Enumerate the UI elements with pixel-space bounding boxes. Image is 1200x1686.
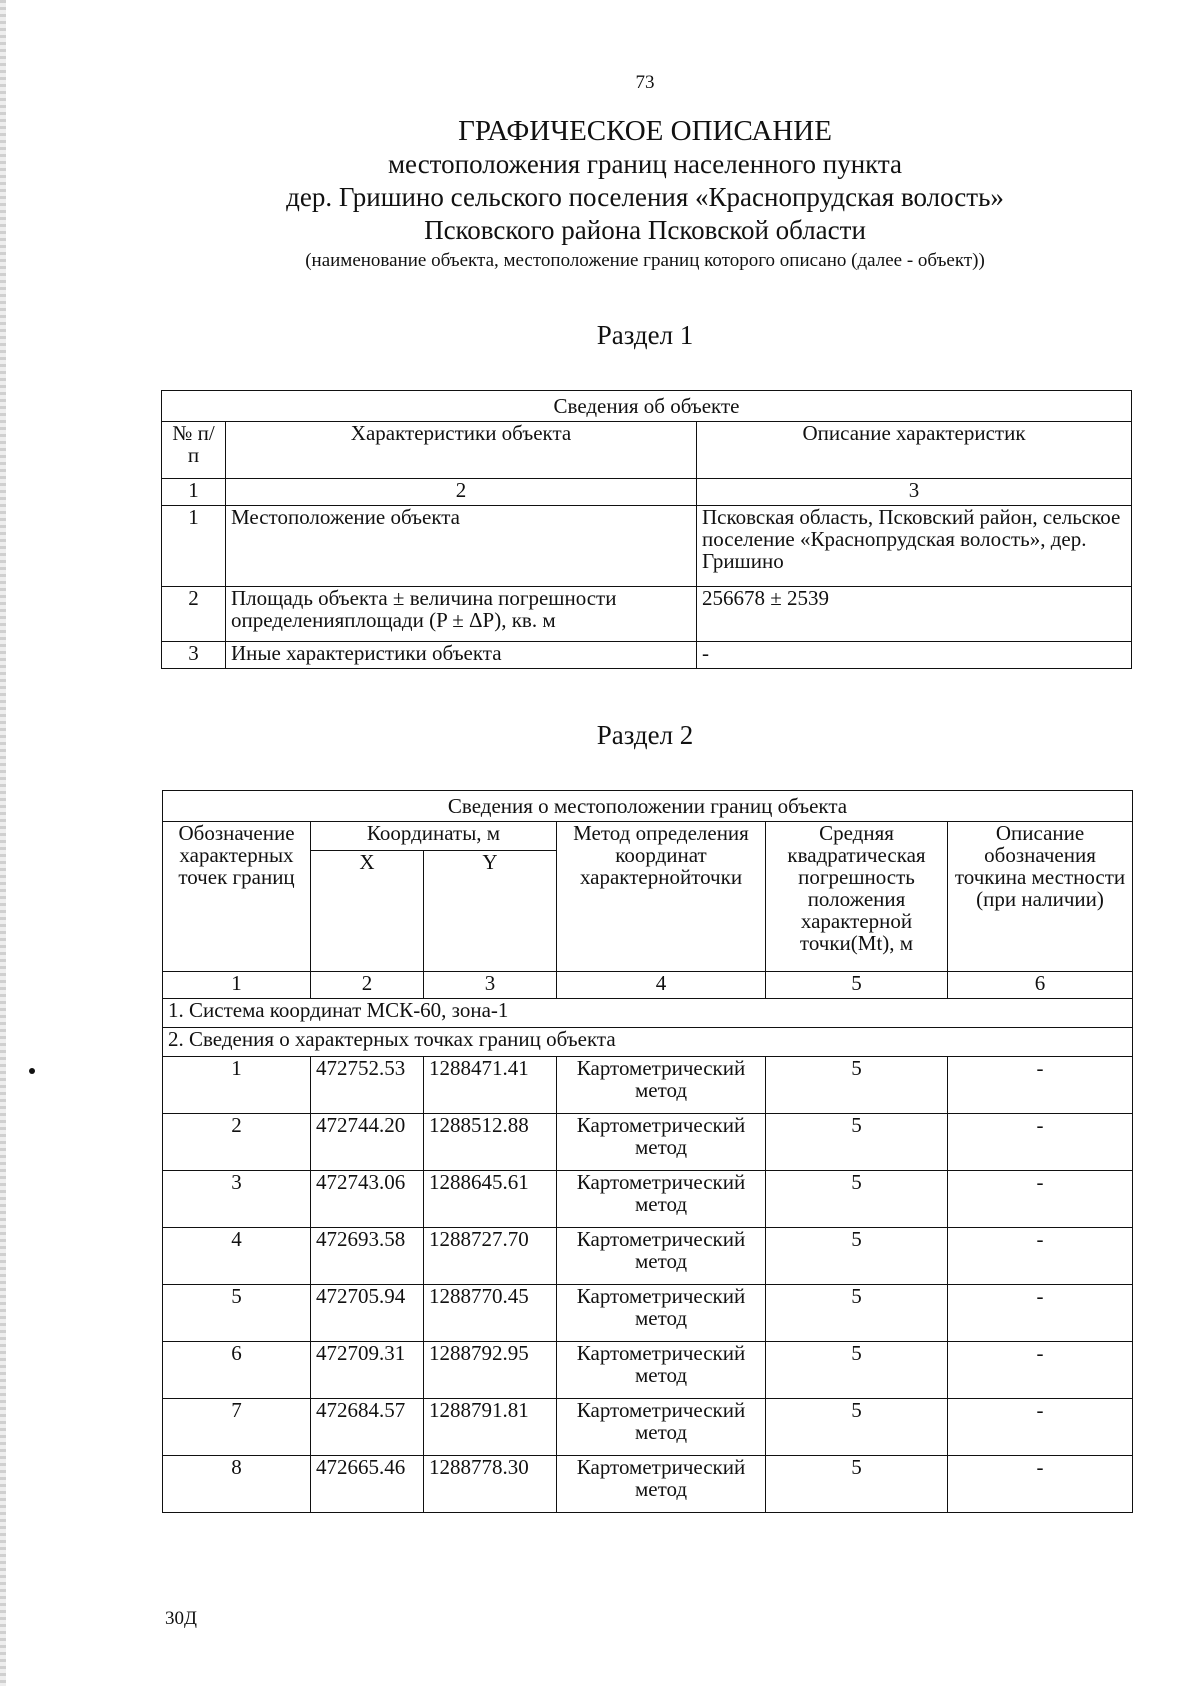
header-description: Описание обозначения точкина местности (при наличии) — [948, 822, 1133, 972]
object-info-table — [161, 390, 1132, 669]
mean-error: 5 — [766, 1171, 948, 1228]
x-coordinate: 472705.94 — [311, 1285, 424, 1342]
header-method: Метод определения координат характернойточки — [557, 822, 766, 972]
point-description: - — [948, 1171, 1133, 1228]
point-number: 3 — [163, 1171, 311, 1228]
x-coordinate: 472743.06 — [311, 1171, 424, 1228]
y-coordinate: 1288727.70 — [424, 1228, 557, 1285]
header-x: X — [311, 851, 424, 972]
point-number: 8 — [163, 1456, 311, 1513]
x-coordinate: 472744.20 — [311, 1114, 424, 1171]
title-line-1: ГРАФИЧЕСКОЕ ОПИСАНИЕ — [458, 115, 832, 147]
y-coordinate: 1288645.61 — [424, 1171, 557, 1228]
coordinate-system-label: 1. Система координат МСК-60, зона-1 — [163, 999, 1133, 1028]
header-error: Средняя квадратическая погрешность положения характерной точки(Mt), м — [766, 822, 948, 972]
title-line-4: Псковского района Псковской области — [424, 215, 866, 245]
header-description: Описание характеристик — [697, 422, 1132, 479]
point-description: - — [948, 1285, 1133, 1342]
point-description: - — [948, 1114, 1133, 1171]
table-row — [163, 1285, 1133, 1342]
method: Картометрический метод — [557, 1171, 766, 1228]
mean-error: 5 — [766, 1228, 948, 1285]
row-characteristic: Площадь объекта ± величина погрешности определенияплощади (P ± ΔP), кв. м — [226, 587, 697, 642]
header-coordinates: Координаты, м — [311, 822, 557, 851]
table-row — [163, 1456, 1133, 1513]
page-number: 73 — [635, 72, 655, 93]
title-line-3: дер. Гришино сельского поселения «Краснопрудская волость» — [286, 182, 1004, 212]
section-2-heading: Раздел 2 — [596, 720, 694, 750]
points-section-label: 2. Сведения о характерных точках границ объекта — [163, 1028, 1133, 1057]
x-coordinate: 472665.46 — [311, 1456, 424, 1513]
column-number: 2 — [311, 972, 424, 999]
mean-error: 5 — [766, 1114, 948, 1171]
point-description: - — [948, 1057, 1133, 1114]
column-number: 3 — [424, 972, 557, 999]
point-description: - — [948, 1342, 1133, 1399]
row-number: 2 — [162, 587, 226, 642]
table-row — [162, 506, 1132, 587]
point-number: 2 — [163, 1114, 311, 1171]
method: Картометрический метод — [557, 1456, 766, 1513]
column-number: 4 — [557, 972, 766, 999]
y-coordinate: 1288512.88 — [424, 1114, 557, 1171]
row-characteristic: Иные характеристики объекта — [226, 642, 697, 669]
column-number: 6 — [948, 972, 1133, 999]
section-1-heading: Раздел 1 — [596, 320, 694, 350]
table-row — [163, 1114, 1133, 1171]
row-number: 1 — [162, 506, 226, 587]
table-row — [163, 1342, 1133, 1399]
document-title — [0, 114, 1200, 273]
column-number: 2 — [226, 479, 697, 506]
point-number: 7 — [163, 1399, 311, 1456]
table-row — [162, 587, 1132, 642]
boundary-points-table — [162, 790, 1133, 1513]
mean-error: 5 — [766, 1456, 948, 1513]
row-value: Псковская область, Псковский район, сельское поселение «Краснопрудская волость», дер. Гришино — [697, 506, 1132, 587]
x-coordinate: 472693.58 — [311, 1228, 424, 1285]
title-note: (наименование объекта, местоположение границ которого описано (далее - объект)) — [305, 250, 985, 271]
method: Картометрический метод — [557, 1285, 766, 1342]
mean-error: 5 — [766, 1342, 948, 1399]
point-number: 1 — [163, 1057, 311, 1114]
mean-error: 5 — [766, 1399, 948, 1456]
y-coordinate: 1288471.41 — [424, 1057, 557, 1114]
method: Картометрический метод — [557, 1399, 766, 1456]
table-row — [162, 642, 1132, 669]
row-characteristic: Местоположение объекта — [226, 506, 697, 587]
point-number: 6 — [163, 1342, 311, 1399]
table-caption: Сведения об объекте — [162, 391, 1132, 422]
point-description: - — [948, 1399, 1133, 1456]
header-number: № п/п — [162, 422, 226, 479]
point-description: - — [948, 1228, 1133, 1285]
y-coordinate: 1288770.45 — [424, 1285, 557, 1342]
header-y: Y — [424, 851, 557, 972]
footer-code: 30Д — [165, 1608, 197, 1629]
x-coordinate: 472684.57 — [311, 1399, 424, 1456]
x-coordinate: 472752.53 — [311, 1057, 424, 1114]
y-coordinate: 1288778.30 — [424, 1456, 557, 1513]
point-number: 4 — [163, 1228, 311, 1285]
scan-dot — [29, 1068, 35, 1074]
column-number: 1 — [162, 479, 226, 506]
method: Картометрический метод — [557, 1114, 766, 1171]
table-row — [163, 1228, 1133, 1285]
method: Картометрический метод — [557, 1057, 766, 1114]
column-number: 3 — [697, 479, 1132, 506]
row-value: - — [697, 642, 1132, 669]
row-value: 256678 ± 2539 — [697, 587, 1132, 642]
column-number: 1 — [163, 972, 311, 999]
title-line-2: местоположения границ населенного пункта — [387, 149, 903, 179]
mean-error: 5 — [766, 1057, 948, 1114]
x-coordinate: 472709.31 — [311, 1342, 424, 1399]
y-coordinate: 1288792.95 — [424, 1342, 557, 1399]
method: Картометрический метод — [557, 1342, 766, 1399]
point-description: - — [948, 1456, 1133, 1513]
method: Картометрический метод — [557, 1228, 766, 1285]
header-characteristic: Характеристики объекта — [226, 422, 697, 479]
mean-error: 5 — [766, 1285, 948, 1342]
table-row — [163, 1057, 1133, 1114]
y-coordinate: 1288791.81 — [424, 1399, 557, 1456]
table-row — [163, 1399, 1133, 1456]
table-row — [163, 1171, 1133, 1228]
point-number: 5 — [163, 1285, 311, 1342]
row-number: 3 — [162, 642, 226, 669]
table-caption: Сведения о местоположении границ объекта — [163, 791, 1133, 822]
header-point: Обозначение характерных точек границ — [163, 822, 311, 972]
column-number: 5 — [766, 972, 948, 999]
